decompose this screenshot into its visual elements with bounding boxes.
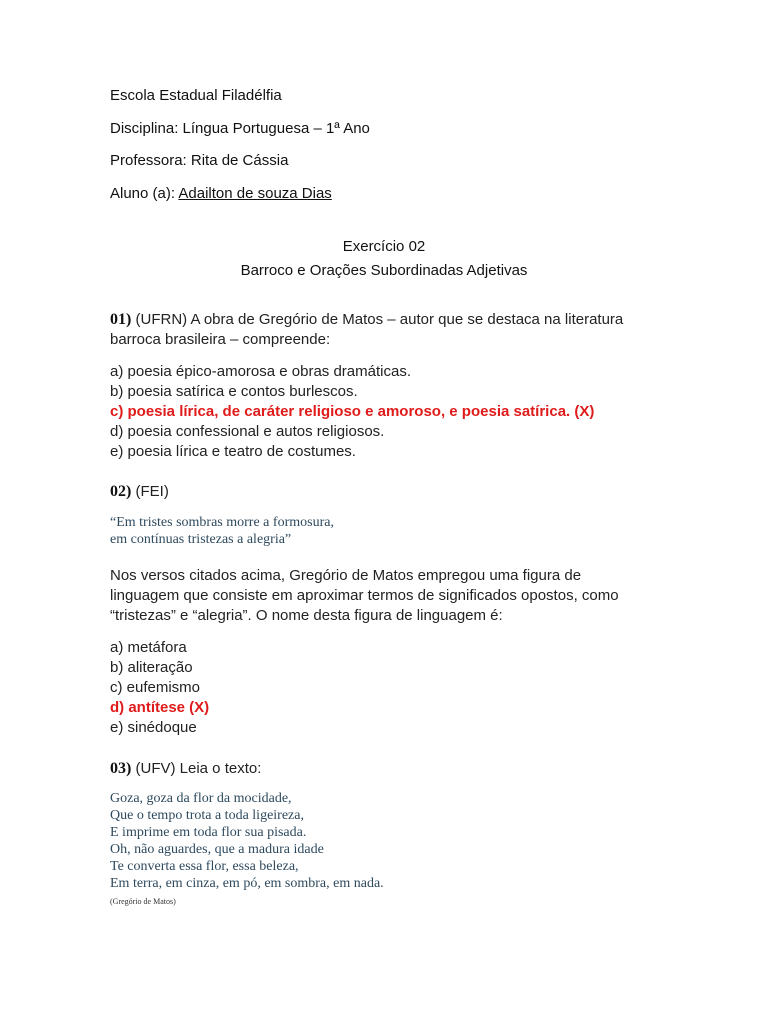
poem-line: Em terra, em cinza, em pó, em sombra, em nada.: [110, 876, 384, 891]
question-1-stem: [110, 310, 650, 350]
poem-credit: (Gregório de Matos): [110, 897, 176, 906]
discipline-line: Disciplina: Língua Portuguesa – 1ª Ano: [110, 120, 370, 137]
question-1-option-b: b) poesia satírica e contos burlescos.: [110, 383, 358, 400]
question-1-number: 01): [110, 311, 132, 328]
poem-line: Oh, não aguardes, que a madura idade: [110, 842, 324, 857]
question-1-option-e: e) poesia lírica e teatro de costumes.: [110, 443, 356, 460]
question-2-option-d-answer: d) antítese (X): [110, 699, 210, 716]
school-name: Escola Estadual Filadélfia: [110, 87, 282, 104]
teacher-line: Professora: Rita de Cássia: [110, 152, 289, 169]
question-2-verse: [110, 514, 334, 548]
student-line: [110, 185, 332, 202]
question-3-source: (UFV) Leia o texto:: [131, 760, 262, 777]
question-1-source: (UFRN): [131, 311, 188, 328]
poem-line: Te converta essa flor, essa beleza,: [110, 859, 299, 874]
exercise-title: Exercício 02: [342, 238, 426, 255]
exercise-subtitle: Barroco e Orações Subordinadas Adjetivas: [240, 262, 528, 279]
question-1-option-c-answer: c) poesia lírica, de caráter religioso e amoroso, e poesia satírica. (X): [110, 403, 595, 420]
question-2-option-c: c) eufemismo: [110, 679, 201, 696]
verse-line: em contínuas tristezas a alegria”: [110, 532, 292, 547]
question-2-options: [110, 638, 650, 738]
question-1-options: [110, 362, 650, 462]
question-2-option-a: a) metáfora: [110, 639, 187, 656]
verse-line: “Em tristes sombras morre a formosura,: [110, 515, 334, 530]
poem-line: E imprime em toda flor sua pisada.: [110, 825, 307, 840]
question-3-number: 03): [110, 760, 132, 777]
question-3-poem: [110, 790, 384, 892]
student-name: Adailton de souza Dias: [178, 185, 332, 202]
question-1-text: A obra de Gregório de Matos – autor que se destaca na literatura barroca brasileira – compreende:: [110, 311, 624, 348]
student-label: Aluno (a):: [110, 185, 179, 202]
question-1-option-d: d) poesia confessional e autos religiosos.: [110, 423, 385, 440]
poem-line: Que o tempo trota a toda ligeireza,: [110, 808, 304, 823]
question-2-text: Nos versos citados acima, Gregório de Matos empregou uma figura de linguagem que consiste em aproximar termos de significados opostos, como “tristezas” e “alegria”. O nome desta figura de linguagem é:: [110, 567, 619, 624]
question-2-header: [110, 482, 650, 502]
question-2-source: (FEI): [131, 483, 169, 500]
poem-line: Goza, goza da flor da mocidade,: [110, 791, 292, 806]
question-1-option-a: a) poesia épico-amorosa e obras dramáticas.: [110, 363, 411, 380]
question-2-option-e: e) sinédoque: [110, 719, 197, 736]
question-2-number: 02): [110, 483, 132, 500]
question-3-header: [110, 759, 650, 779]
question-2-option-b: b) aliteração: [110, 659, 193, 676]
